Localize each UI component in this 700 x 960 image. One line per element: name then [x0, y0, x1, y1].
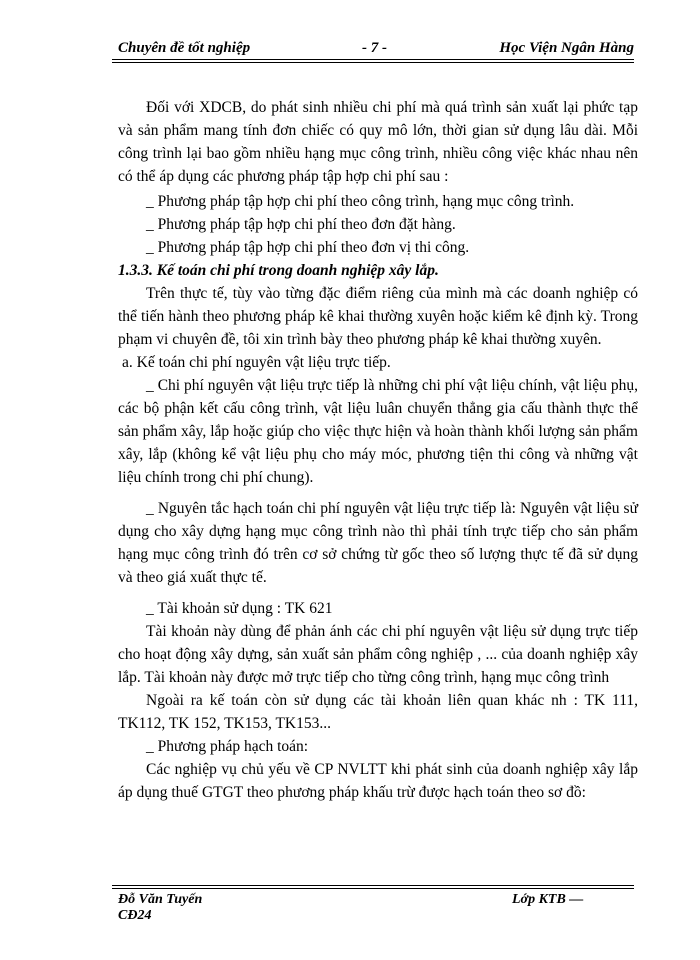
paragraph: Trên thực tế, tùy vào từng đặc điểm riêng của mình mà các doanh nghiệp có thể tiến hành theo phương pháp kê khai thường xuyên hoặc kiểm kê định kỳ. Trong phạm vi chuyên đề, tôi xin trình bày theo phương pháp kê khai thường xuyên.	[118, 285, 638, 348]
list-item: _ Phương pháp tập hợp chi phí theo công trình, hạng mục công trình.	[146, 193, 575, 210]
footer-class: Lớp KTB —	[512, 892, 584, 907]
header-title: Chuyên đề tốt nghiệp	[118, 40, 251, 56]
paragraph: _ Chi phí nguyên vật liệu trực tiếp là những chi phí vật liệu chính, vật liệu phụ, các bộ phận kết cấu công trình, vật liệu luân chuyển thẳng gia cấu thành thực thể sản phẩm xây, lắp hoặc giúp cho việc thực hiện và hoàn thành khối lượng sản phẩm xây, lắp (không kể vật liệu phụ cho máy móc, phương tiện thi công và những vật liệu chính trong chi phí chung).	[118, 377, 638, 486]
paragraph: _ Nguyên tắc hạch toán chi phí nguyên vật liệu trực tiếp là: Nguyên vật liệu sử dụng cho xây dựng hạng mục công trình nào thì phải tính trực tiếp cho sản phẩm hạng mục công trình đó trên cơ sở chứng từ gốc theo số lượng thực tế đã sử dụng và theo giá xuất thực tế.	[118, 500, 638, 586]
header-rule-double	[112, 62, 634, 63]
list-item: _ Phương pháp tập hợp chi phí theo đơn đặt hàng.	[146, 216, 456, 233]
footer-rule-double	[112, 888, 634, 889]
section-heading: 1.3.3. Kế toán chi phí trong doanh nghiệp xây lắp.	[118, 262, 439, 279]
paragraph: Ngoài ra kế toán còn sử dụng các tài khoản liên quan khác nh : TK 111, TK112, TK 152, TK153, TK153...	[118, 692, 638, 732]
header-rule	[112, 59, 634, 60]
page-header	[118, 40, 634, 60]
page-number: - 7 -	[362, 40, 387, 56]
paragraph-xdcb: Đối với XDCB, do phát sinh nhiều chi phí mà quá trình sản xuất lại phức tạp và sản phẩm mang tính đơn chiếc có quy mô lớn, thời gian sử dụng lâu dài. Mỗi công trình lại bao gồm nhiều hạng mục công trình, nhiều công việc khác nhau nên có thể áp dụng các phương pháp tập hợp chi phí sau :	[118, 99, 638, 185]
paragraph: _ Tài khoản sử dụng : TK 621	[146, 600, 333, 617]
paragraph: Các nghiệp vụ chủ yếu về CP NVLTT khi phát sinh của doanh nghiệp xây lắp áp dụng thuế GTGT theo phương pháp khấu trừ được hạch toán theo sơ đồ:	[118, 761, 638, 801]
document-body	[118, 96, 638, 804]
footer-rule	[112, 885, 634, 886]
paragraph: _ Phương pháp hạch toán:	[146, 738, 309, 755]
author-name: Đỗ Văn Tuyến	[118, 892, 203, 907]
header-institution: Học Viện Ngân Hàng	[499, 40, 634, 56]
paragraph: Tài khoản này dùng để phản ánh các chi phí nguyên vật liệu sử dụng trực tiếp cho hoạt động xây dựng, sản xuất sản phẩm công nghiệp , ... của doanh nghiệp xây lắp. Tài khoản này được mở trực tiếp cho từng công trình, hạng mục công trình	[118, 623, 638, 686]
author-class-code: CĐ24	[118, 908, 152, 923]
footer-author	[118, 892, 202, 924]
subsection-heading: a. Kế toán chi phí nguyên vật liệu trực tiếp.	[122, 354, 391, 371]
list-item: _ Phương pháp tập hợp chi phí theo đơn vị thi công.	[146, 239, 470, 256]
